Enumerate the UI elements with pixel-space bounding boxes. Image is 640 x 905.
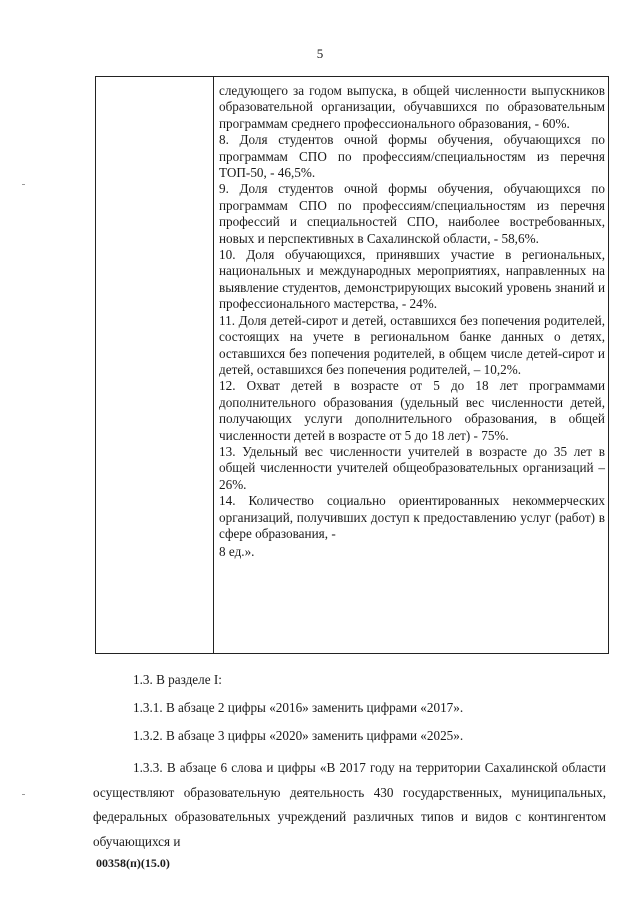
indicator-closing-line: 8 ед.».: [219, 544, 255, 560]
indicator-paragraph: 12. Охват детей в возрасте от 5 до 18 лет программами дополнительного образования (удельный вес численности детей, получающих услуги дополнительного образования, в общей численности детей в возрасте от 5 до 18 лет) - 75%.: [219, 378, 605, 443]
document-code: 00358(п)(15.0): [96, 856, 170, 870]
indicator-paragraph: 9. Доля студентов очной формы обучения, обучающихся по программам СПО по профессиям/специальностям из перечня профессий и специальностей СПО, наиболее востребованных, новых и перспективных в Сахалинской области, - 58,6%.: [219, 181, 605, 246]
indicator-paragraph: 10. Доля обучающихся, принявших участие в региональных, национальных и международных мероприятиях, направленных на выявление студентов, демонстрирующих высокий уровень знаний и профессионального мастерства, - 24%.: [219, 247, 605, 312]
page-number: 5: [316, 46, 324, 61]
amendment-item: 1.3.1. В абзаце 2 цифры «2016» заменить цифрами «2017».: [133, 700, 464, 715]
indicator-paragraph: следующего за годом выпуска, в общей численности выпускников образовательной организации, обучавшихся по образовательным программам среднего профессионального образования, - 60%.: [219, 83, 605, 131]
indicators-table: [95, 76, 609, 654]
scan-mark: [22, 184, 25, 185]
amendment-item: 1.3. В разделе I:: [133, 672, 222, 687]
table-right-column: [219, 83, 605, 561]
scan-mark: [22, 794, 25, 795]
amendment-item: 1.3.2. В абзаце 3 цифры «2020» заменить цифрами «2025».: [133, 728, 464, 743]
indicator-paragraph: 14. Количество социально ориентированных некоммерческих организаций, получивших доступ к предоставлению услуг (работ) в сфере образования, -: [219, 493, 605, 541]
table-left-column: [96, 77, 214, 653]
indicator-paragraph: 11. Доля детей-сирот и детей, оставшихся без попечения родителей, состоящих на учете в региональном банке данных о детях, оставшихся без попечения родителей, в общем числе детей-сирот и детей, оставшихся без попечения родителей, – 10,2%.: [219, 312, 605, 377]
indicator-paragraph: 8. Доля студентов очной формы обучения, обучающихся по программам СПО по профессиям/специальностям из перечня ТОП-50, - 46,5%.: [219, 132, 605, 181]
indicator-paragraph: 13. Удельный вес численности учителей в возрасте до 35 лет в общей численности учителей общеобразовательных организаций – 26%.: [219, 443, 605, 492]
amendment-item: 1.3.3. В абзаце 6 слова и цифры «В 2017 году на территории Сахалинской области осуществляют образовательную деятельность 430 государственных, муниципальных, федеральных образовательных учреждений различных типов и видов с контингентом обучающихся и: [93, 760, 606, 849]
amendments-body: [93, 672, 606, 854]
